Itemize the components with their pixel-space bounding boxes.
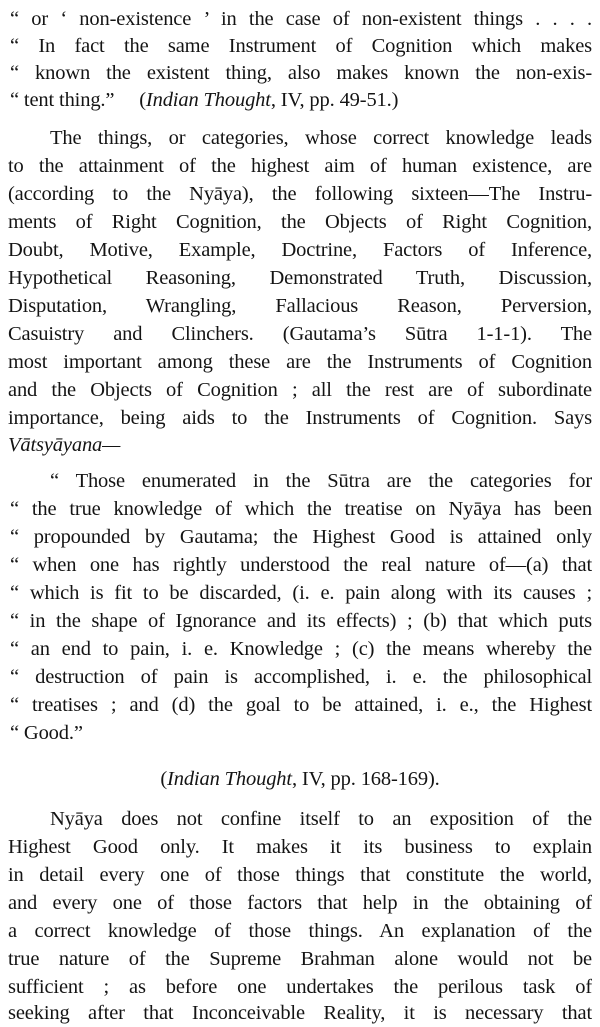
text-line: ments of Right Cognition, the Objects of Right Cognition, <box>8 211 592 233</box>
text-line: a correct knowledge of those things. An explanation of the <box>8 920 592 942</box>
text-line: “ or ‘ non-existence ’ in the case of non-existent things . . . . <box>10 8 592 30</box>
text-line: seeking after that Inconceivable Reality, it is necessary that <box>8 1002 592 1024</box>
citation-source: Indian Thought <box>167 768 292 790</box>
citation-line-2: (Indian Thought, IV, pp. 168-169). <box>160 768 440 790</box>
quote-line: “ which is fit to be discarded, (i. e. pain along with its causes ; <box>10 582 592 604</box>
text-line: most important among these are the Instruments of Cognition <box>8 351 592 373</box>
quote-line: “ destruction of pain is accomplished, i. e. the philosophical <box>10 666 592 688</box>
quote-line: “ Those enumerated in the Sūtra are the categories for <box>50 470 592 492</box>
text-line: to the attainment of the highest aim of human existence, are <box>8 155 592 177</box>
text-line: Hypothetical Reasoning, Demonstrated Truth, Discussion, <box>8 267 592 289</box>
text-line: true nature of the Supreme Brahman alone would not be <box>8 948 592 970</box>
quote-line: “ the true knowledge of which the treatise on Nyāya has been <box>10 498 592 520</box>
citation-line-1: “ tent thing.” (Indian Thought, IV, pp. 49-51.) <box>10 89 399 111</box>
quote-line: “ propounded by Gautama; the Highest Good is attained only <box>10 526 592 548</box>
text-line: in detail every one of those things that constitute the world, <box>8 864 592 886</box>
quote-line: “ when one has rightly understood the real nature of—(a) that <box>10 554 592 576</box>
citation-ref: , IV, pp. 49-51.) <box>270 89 399 111</box>
quote-line: “ an end to pain, i. e. Knowledge ; (c) the means whereby the <box>10 638 592 660</box>
text-line: “ In fact the same Instrument of Cognition which makes <box>10 35 592 57</box>
text-line: Nyāya does not confine itself to an exposition of the <box>50 808 592 830</box>
text-line: The things, or categories, whose correct knowledge leads <box>50 127 592 149</box>
quote-line: “ treatises ; and (d) the goal to be attained, i. e., the Highest <box>10 694 592 716</box>
text-fragment: “ tent thing.” <box>10 89 115 111</box>
citation-ref: , IV, pp. 168-169). <box>291 768 440 790</box>
text-line: Highest Good only. It makes it its business to explain <box>8 836 592 858</box>
text-line: importance, being aids to the Instruments of Cognition. Says <box>8 407 592 429</box>
text-line: Casuistry and Clinchers. (Gautama’s Sūtra 1-1-1). The <box>8 323 592 345</box>
text-line: Doubt, Motive, Example, Doctrine, Factors of Inference, <box>8 239 592 261</box>
text-line: “ known the existent thing, also makes known the non-exis- <box>10 62 592 84</box>
quote-line: “ Good.” <box>10 722 83 744</box>
text-line: Disputation, Wrangling, Fallacious Reason, Perversion, <box>8 295 592 317</box>
text-line: and the Objects of Cognition ; all the rest are of subordinate <box>8 379 592 401</box>
text-line: and every one of those factors that help in the obtaining of <box>8 892 592 914</box>
author-name: Vātsyāyana— <box>8 434 121 456</box>
quote-line: “ in the shape of Ignorance and its effects) ; (b) that which puts <box>10 610 592 632</box>
text-line: sufficient ; as before one undertakes the perilous task of <box>8 976 592 998</box>
text-line: (according to the Nyāya), the following sixteen—The Instru- <box>8 183 592 205</box>
citation-source: Indian Thought <box>145 89 271 111</box>
